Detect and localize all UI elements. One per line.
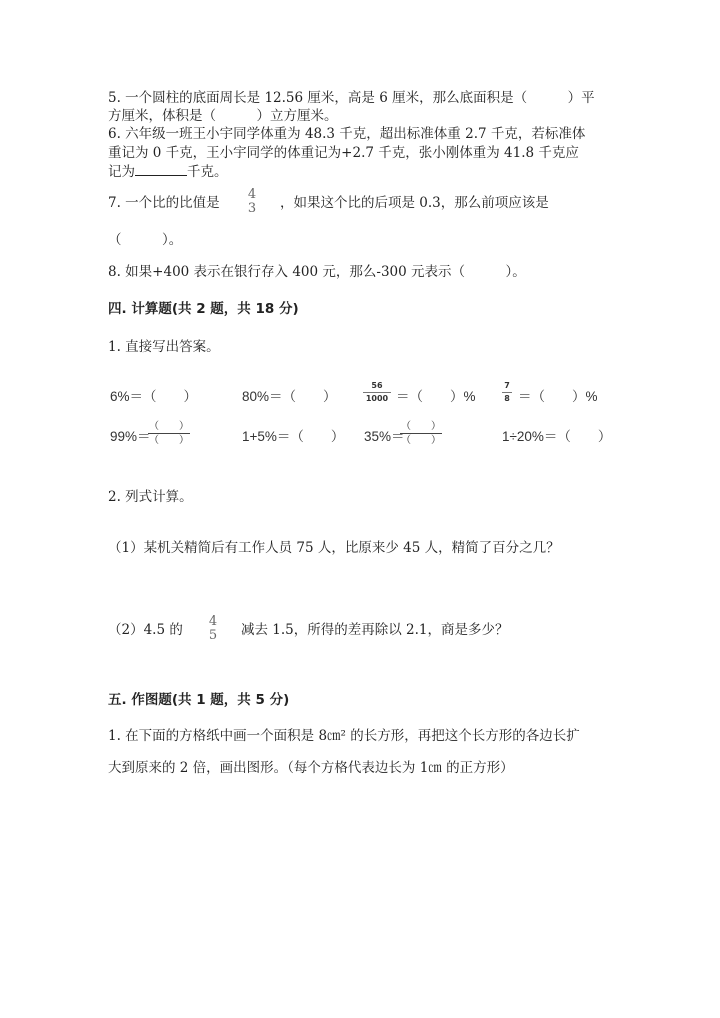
fraction-denominator: 1000 bbox=[365, 394, 389, 403]
calc-35-percent-fraction bbox=[400, 421, 442, 446]
fraction-numerator: 4 bbox=[247, 187, 257, 202]
section4-sub1: 1. 直接写出答案。 bbox=[108, 339, 220, 355]
q7-prefix: 7. 一个比的比值是 bbox=[108, 195, 220, 211]
section5-title: 五. 作图题(共 1 题，共 5 分) bbox=[108, 692, 290, 708]
calc-1-plus-5-percent: 1+5%＝（ ） bbox=[242, 429, 345, 444]
fraction-bar bbox=[148, 433, 190, 434]
q5-line2: 方厘米，体积是（ ）立方厘米。 bbox=[108, 108, 338, 124]
calc-99-percent-fraction bbox=[148, 421, 190, 446]
fraction-numerator: 56 bbox=[371, 381, 383, 390]
problem-1: （1）某机关精简后有工作人员 75 人，比原来少 45 人，精简了百分之几？ bbox=[108, 540, 560, 556]
fraction-numerator: 7 bbox=[504, 381, 510, 390]
fraction-denominator: （ ） bbox=[149, 435, 189, 446]
answer-blank bbox=[135, 163, 187, 176]
q6-suffix: 千克。 bbox=[187, 164, 228, 180]
section4-sub2: 2. 列式计算。 bbox=[108, 489, 193, 505]
q6-line2: 重记为 0 千克，王小宇同学的体重记为+2.7 千克，张小刚体重为 41.8 千克应 bbox=[108, 145, 579, 161]
fraction-numerator: （ ） bbox=[149, 421, 189, 432]
q7-fraction bbox=[245, 188, 259, 216]
fraction-denominator: 5 bbox=[208, 628, 218, 643]
fraction-bar bbox=[400, 433, 442, 434]
fraction-denominator: 8 bbox=[504, 394, 510, 403]
q6-line3 bbox=[108, 162, 228, 182]
calc-35-percent: 35%＝ bbox=[364, 429, 405, 444]
fraction-denominator: 3 bbox=[247, 201, 257, 216]
q6-line1: 6. 六年级一班王小宇同学体重为 48.3 千克，超出标准体重 2.7 千克，若标准体 bbox=[108, 126, 586, 142]
calc-6-percent: 6%＝（ ） bbox=[110, 389, 198, 404]
calc-7-8-answer: ＝（ ）% bbox=[518, 389, 598, 404]
calc-7-8-fraction bbox=[502, 381, 512, 404]
calc-56-1000-answer: ＝（ ）% bbox=[396, 389, 476, 404]
problem-2-fraction bbox=[206, 615, 220, 643]
calc-1-div-20-percent: 1÷20%＝（ ） bbox=[502, 429, 612, 444]
q7-suffix: ，如果这个比的后项是 0.3，那么前项应该是 bbox=[280, 195, 549, 211]
section4-title: 四. 计算题(共 2 题，共 18 分) bbox=[108, 301, 299, 317]
fraction-numerator: 4 bbox=[208, 614, 218, 629]
fraction-denominator: （ ） bbox=[401, 435, 441, 446]
fraction-bar bbox=[502, 392, 512, 393]
fraction-numerator: （ ） bbox=[401, 421, 441, 432]
calc-80-percent: 80%＝（ ） bbox=[242, 389, 337, 404]
section5-line1: 1. 在下面的方格纸中画一个面积是 8㎝² 的长方形，再把这个长方形的各边长扩 bbox=[108, 728, 580, 744]
q6-prefix: 记为 bbox=[108, 164, 135, 180]
q8: 8. 如果+400 表示在银行存入 400 元，那么-300 元表示（ ）。 bbox=[108, 264, 526, 280]
fraction-bar bbox=[363, 392, 391, 393]
calc-99-percent: 99%＝ bbox=[110, 429, 151, 444]
q5-line1: 5. 一个圆柱的底面周长是 12.56 厘米，高是 6 厘米，那么底面积是（ ）平 bbox=[108, 90, 595, 106]
calc-56-1000-fraction bbox=[363, 381, 391, 404]
problem-2-prefix: （2）4.5 的 bbox=[108, 622, 183, 638]
section5-line2: 大到原来的 2 倍，画出图形。（每个方格代表边长为 1㎝ 的正方形） bbox=[108, 760, 514, 776]
problem-2-suffix: 减去 1.5，所得的差再除以 2.1，商是多少？ bbox=[241, 622, 509, 638]
q7-line2: （ ）。 bbox=[108, 232, 183, 248]
